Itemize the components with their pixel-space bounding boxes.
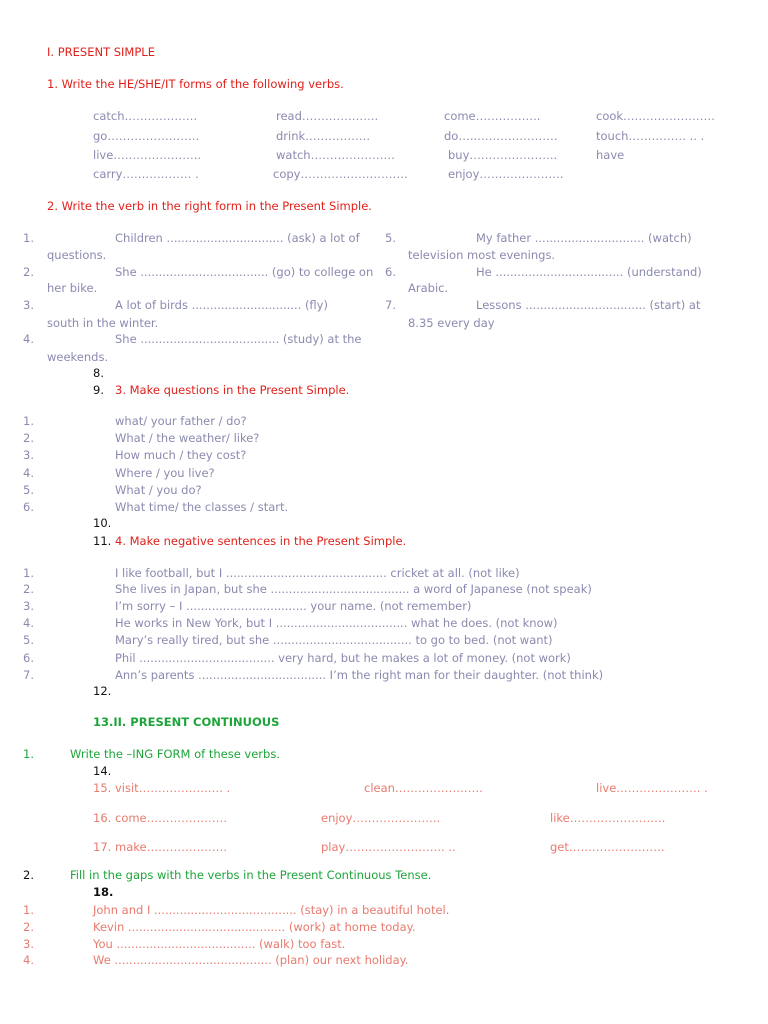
item-text-cont: south in the winter.	[47, 316, 159, 330]
verb-item: live…………………. .	[596, 781, 708, 795]
item-text: Children ................................ (ask) a lot of	[115, 231, 360, 245]
item-text: We ........................................... (plan) our next holiday.	[93, 953, 409, 967]
list-number: 14.	[93, 764, 112, 778]
item-text: You ...................................... (walk) too fast.	[93, 937, 346, 951]
item-text-cont: 8.35 every day	[408, 316, 495, 330]
item-text: Phil ..................................... very hard, but he makes a lot of money. (not work)	[115, 651, 571, 665]
list-number: 16.	[93, 811, 112, 825]
item-number: 4.	[23, 466, 34, 480]
item-text: How much / they cost?	[115, 448, 247, 462]
verb-item: play…………………….. ..	[321, 840, 456, 854]
item-text: John and I ....................................... (stay) in a beautiful hotel.	[93, 903, 450, 917]
item-text: She lives in Japan, but she ...................................... a word of Japanese (not speak)	[115, 582, 592, 596]
verb-item: read………………..	[276, 109, 379, 123]
exercise-fill-title: Fill in the gaps with the verbs in the Present Continuous Tense.	[70, 868, 432, 882]
item-text: Ann’s parents ................................... I’m the right man for their daughter. (not think)	[115, 668, 604, 682]
item-text: Kevin ........................................... (work) at home today.	[93, 920, 416, 934]
list-number: 9.	[93, 383, 104, 397]
item-text: I like football, but I ............................................ cricket at all. (not like)	[115, 566, 520, 580]
list-number: 15.	[93, 781, 112, 795]
item-text: I’m sorry – I ................................. your name. (not remember)	[115, 599, 472, 613]
item-text: Lessons ................................. (start) at	[476, 298, 701, 312]
item-number: 2.	[23, 920, 34, 934]
list-number: 11.	[93, 534, 112, 548]
verb-item: carry……………… .	[93, 167, 199, 181]
list-number: 18.	[93, 885, 114, 899]
verb-item: copy……………………….	[273, 167, 408, 181]
item-number: 3.	[23, 937, 34, 951]
list-number: 10.	[93, 516, 112, 530]
list-number: 12.	[93, 684, 112, 698]
verb-item: drink……………..	[276, 129, 370, 143]
item-text: She ...................................... (study) at the	[115, 332, 362, 346]
exercise-3-title: 3. Make questions in the Present Simple.	[115, 383, 350, 397]
section-title-present-continuous: 13.II. PRESENT CONTINUOUS	[93, 715, 280, 729]
item-text: She ................................... (go) to college on	[115, 265, 374, 279]
item-text-cont: her bike.	[47, 281, 98, 295]
verb-item: touch…………… .. .	[596, 129, 705, 143]
section-title-present-simple: I. PRESENT SIMPLE	[47, 45, 155, 59]
item-number: 4.	[23, 332, 34, 346]
verb-item: buy…………………..	[448, 148, 558, 162]
verb-item: do…..…………………	[444, 129, 558, 143]
item-number: 5.	[23, 633, 34, 647]
item-number: 1.	[23, 747, 34, 761]
verb-item: catch……………….	[93, 109, 198, 123]
verb-item: enjoy………………….	[448, 167, 564, 181]
verb-item: like…………………….	[550, 811, 666, 825]
item-text: A lot of birds .............................. (fly)	[115, 298, 328, 312]
item-number: 2.	[23, 582, 34, 596]
verb-item: enjoy…………………..	[321, 811, 441, 825]
item-number: 1.	[23, 903, 34, 917]
list-number: 8.	[93, 366, 104, 380]
item-text: What / you do?	[115, 483, 202, 497]
exercise-ing-title: Write the –ING FORM of these verbs.	[70, 747, 280, 761]
item-number: 1.	[23, 414, 34, 428]
item-number: 1.	[23, 566, 34, 580]
verb-item: watch………………….	[276, 148, 395, 162]
item-number: 2.	[23, 265, 34, 279]
item-text-cont: questions.	[47, 248, 107, 262]
verb-item: go……………………	[93, 129, 200, 143]
item-number: 3.	[23, 298, 34, 312]
item-number: 6.	[23, 500, 34, 514]
exercise-2-title: 2. Write the verb in the right form in the Present Simple.	[47, 199, 372, 213]
exercise-4-title: 4. Make negative sentences in the Present Simple.	[115, 534, 407, 548]
item-text-cont: Arabic.	[408, 281, 449, 295]
item-number: 3.	[23, 599, 34, 613]
item-number: 4.	[23, 616, 34, 630]
item-text-cont: weekends.	[47, 350, 109, 364]
verb-item: get…………………….	[550, 840, 665, 854]
item-number: 3.	[23, 448, 34, 462]
item-number: 5.	[385, 231, 396, 245]
item-number: 2.	[23, 868, 34, 882]
verb-item: visit…………………. .	[115, 781, 231, 795]
item-text: what/ your father / do?	[115, 414, 247, 428]
verb-item: have	[596, 148, 625, 162]
item-text-cont: television most evenings.	[408, 248, 556, 262]
verb-item: come……………..	[444, 109, 541, 123]
verb-item: clean…………………..	[364, 781, 483, 795]
item-number: 4.	[23, 953, 34, 967]
item-number: 2.	[23, 431, 34, 445]
item-text: Mary’s really tired, but she ...................................... to go to bed. (not want)	[115, 633, 553, 647]
verb-item: make…………………	[115, 840, 228, 854]
exercise-1-title: 1. Write the HE/SHE/IT forms of the following verbs.	[47, 77, 344, 91]
item-number: 7.	[385, 298, 396, 312]
item-text: My father .............................. (watch)	[476, 231, 692, 245]
item-text: He ................................... (understand)	[476, 265, 702, 279]
verb-item: come…………………	[115, 811, 228, 825]
verb-item: cook……………………	[596, 109, 716, 123]
list-number: 17.	[93, 840, 112, 854]
item-text: Where / you live?	[115, 466, 215, 480]
item-number: 5.	[23, 483, 34, 497]
item-number: 6.	[385, 265, 396, 279]
item-number: 7.	[23, 668, 34, 682]
item-number: 6.	[23, 651, 34, 665]
item-text: He works in New York, but I .................................... what he does. (not know)	[115, 616, 558, 630]
item-text: What time/ the classes / start.	[115, 500, 289, 514]
item-text: What / the weather/ like?	[115, 431, 260, 445]
verb-item: live…………………..	[93, 148, 202, 162]
item-number: 1.	[23, 231, 34, 245]
